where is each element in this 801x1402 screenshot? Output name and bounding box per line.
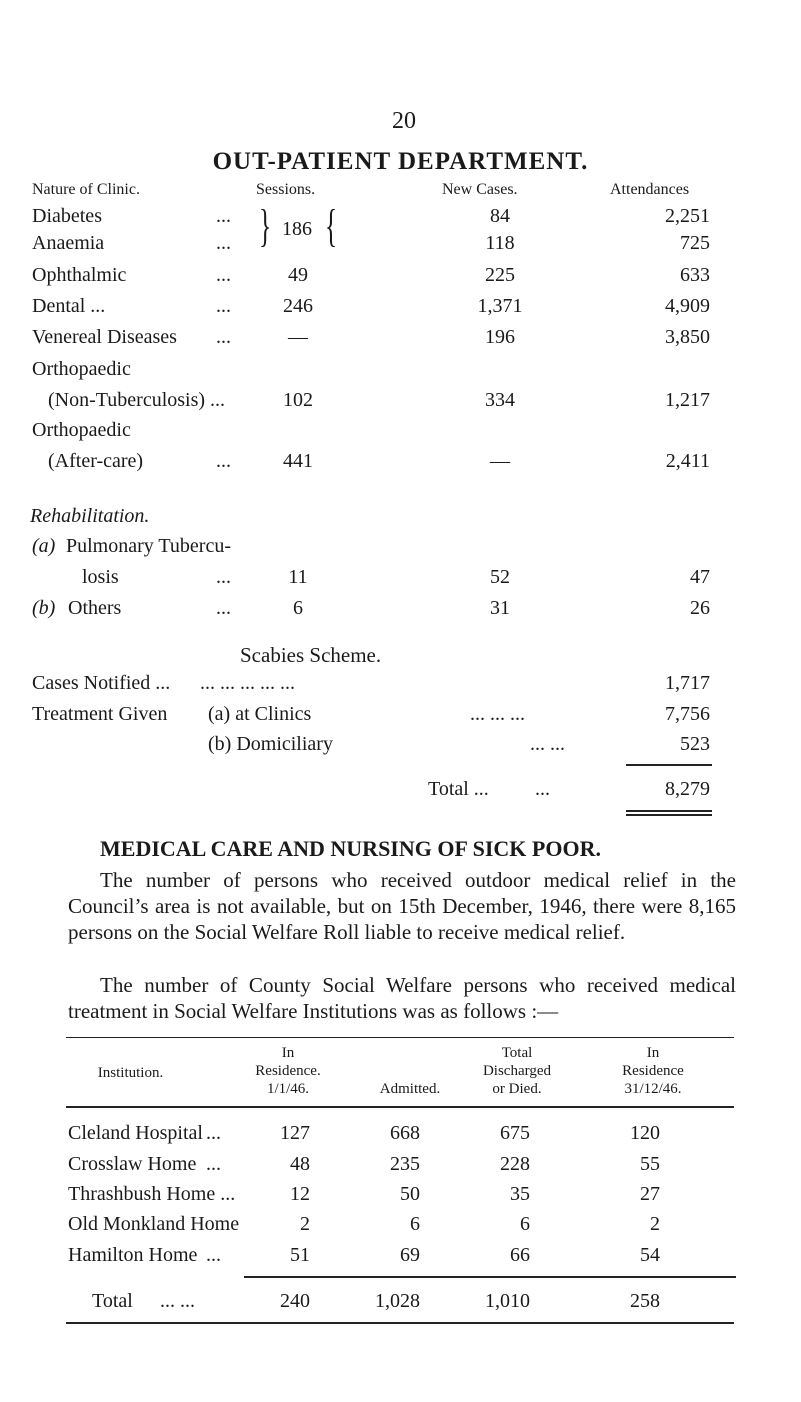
new-cases: 52 (490, 566, 510, 588)
clinic-name: Orthopaedic (32, 419, 131, 441)
th-in-res-end-1: In (646, 1045, 660, 1061)
outpatient-title: OUT-PATIENT DEPARTMENT. (212, 148, 589, 175)
left-brace-icon: { (324, 200, 338, 251)
rehab-a-name: Pulmonary Tubercu- (66, 535, 231, 557)
sessions: 6 (293, 597, 303, 619)
admitted: 235 (390, 1153, 420, 1175)
discharged: 675 (500, 1122, 530, 1144)
leader-dots: ... (216, 450, 231, 472)
double-rule (626, 814, 712, 816)
page-number: 20 (392, 108, 416, 134)
in-residence-start: 51 (290, 1244, 310, 1266)
clinic-name: Diabetes (32, 205, 102, 227)
in-residence-start: 127 (280, 1122, 310, 1144)
attendances: 2,411 (665, 450, 710, 472)
institution-name: Hamilton Home (68, 1244, 198, 1266)
in-residence-end: 120 (630, 1122, 660, 1144)
discharged: 6 (520, 1213, 530, 1235)
cases-notified-value: 1,717 (665, 672, 710, 694)
discharged: 35 (510, 1183, 530, 1205)
leader-dots: ... (216, 295, 231, 317)
sessions: 49 (288, 264, 308, 286)
clinic-name: Dental ... (32, 295, 106, 317)
leader-dots: ... (216, 326, 231, 348)
sessions: — (288, 326, 308, 348)
in-residence-start: 48 (290, 1153, 310, 1175)
in-residence-end: 54 (640, 1244, 660, 1266)
total-label: Total (92, 1290, 133, 1312)
leader-dots: ... (206, 1153, 221, 1175)
new-cases: 225 (485, 264, 515, 286)
leader-dots: ... ... (530, 733, 565, 755)
admitted: 50 (400, 1183, 420, 1205)
leader-dots: ... (216, 597, 231, 619)
leader-dots: ... ... ... (470, 703, 525, 725)
header-sessions: Sessions. (256, 181, 316, 198)
medical-paragraph-2: The number of County Social Welfare persons who received medical treatment in Social Welfare Institutions was as follows :— (68, 973, 736, 1023)
new-cases: — (490, 450, 510, 472)
discharged: 228 (500, 1153, 530, 1175)
treatment-a: (a) at Clinics (208, 703, 312, 725)
attendances: 47 (690, 566, 710, 588)
header-attendances: Attendances (610, 181, 690, 198)
total-discharged: 1,010 (485, 1290, 530, 1312)
institution-name: Old Monkland Home (68, 1213, 240, 1235)
in-residence-end: 27 (640, 1183, 660, 1205)
in-residence-start: 12 (290, 1183, 310, 1205)
clinic-name-cont: (After-care) (48, 450, 144, 472)
scabies-total-value: 8,279 (665, 778, 710, 800)
rehab-a-name-cont: losis (82, 566, 119, 588)
attendances: 725 (680, 232, 710, 254)
rehab-heading: Rehabilitation. (30, 505, 150, 527)
rehab-b-label: (b) (32, 597, 56, 619)
new-cases: 31 (490, 597, 510, 619)
sessions: 11 (288, 566, 308, 588)
sessions: 246 (283, 295, 313, 317)
table-bottom-rule (66, 1322, 734, 1324)
leader-dots: ... (216, 264, 231, 286)
medical-title: MEDICAL CARE AND NURSING OF SICK POOR. (100, 836, 601, 861)
leader-dots: ... (206, 1122, 221, 1144)
shared-sessions: 186 (282, 218, 312, 240)
treatment-b-value: 523 (680, 733, 710, 755)
leader-dots: ... (216, 566, 231, 588)
th-disc-2: Discharged (482, 1063, 552, 1079)
clinic-name: Ophthalmic (32, 264, 127, 286)
attendances: 633 (680, 264, 710, 286)
treatment-label: Treatment Given (32, 703, 168, 725)
institution-name: Cleland Hospital (68, 1122, 203, 1144)
header-nature: Nature of Clinic. (32, 181, 140, 198)
medical-paragraph-1: The number of persons who received outdoor medical relief in the Council’s area is not available, but on 15th December, 1946, there were 8,165 persons on the Social Welfare Roll liable to receive medical relief. (68, 868, 736, 944)
attendances: 3,850 (665, 326, 710, 348)
in-residence-start: 2 (300, 1213, 310, 1235)
leader-dots: ... ... ... ... ... (200, 672, 295, 694)
leader-dots: ... (206, 1244, 221, 1266)
attendances: 1,217 (665, 389, 710, 411)
new-cases: 334 (485, 389, 515, 411)
total-in-residence-start: 240 (280, 1290, 310, 1312)
attendances: 2,251 (665, 205, 710, 227)
new-cases: 84 (490, 205, 510, 227)
th-disc-3: or Died. (492, 1081, 542, 1097)
total-admitted: 1,028 (375, 1290, 420, 1312)
scabies-title: Scabies Scheme. (240, 643, 382, 667)
rehab-a-label: (a) (32, 535, 56, 557)
admitted: 6 (410, 1213, 420, 1235)
table-top-rule (66, 1037, 734, 1038)
leader-dots: ... ... (160, 1290, 195, 1312)
treatment-a-value: 7,756 (665, 703, 710, 725)
total-in-residence-end: 258 (630, 1290, 660, 1312)
leader-dots: ... (535, 778, 550, 800)
treatment-b: (b) Domiciliary (208, 733, 333, 755)
cases-notified-label: Cases Notified ... (32, 672, 171, 694)
institution-name: Thrashbush Home ... (68, 1183, 236, 1205)
clinic-name-cont: (Non-Tuberculosis) ... (48, 389, 226, 411)
th-in-res-end-3: 31/12/46. (624, 1081, 682, 1097)
total-rule (244, 1276, 736, 1278)
leader-dots: ... (216, 232, 231, 254)
th-disc-1: Total (501, 1045, 533, 1061)
institution-name: Crosslaw Home (68, 1153, 197, 1175)
right-brace-icon: } (258, 200, 272, 251)
new-cases: 118 (485, 232, 515, 254)
clinic-name: Venereal Diseases (32, 326, 177, 348)
th-in-res-2: Residence. (255, 1063, 321, 1079)
admitted: 668 (390, 1122, 420, 1144)
double-rule (626, 810, 712, 812)
leader-dots: ... (216, 205, 231, 227)
clinic-name: Orthopaedic (32, 358, 131, 380)
th-in-res-end-2: Residence (622, 1063, 684, 1079)
sessions: 102 (283, 389, 313, 411)
sessions: 441 (283, 450, 313, 472)
attendances: 26 (690, 597, 710, 619)
admitted: 69 (400, 1244, 420, 1266)
in-residence-end: 55 (640, 1153, 660, 1175)
discharged: 66 (510, 1244, 530, 1266)
header-rule (66, 1106, 734, 1108)
in-residence-end: 2 (650, 1213, 660, 1235)
new-cases: 196 (485, 326, 515, 348)
header-new-cases: New Cases. (442, 181, 518, 198)
clinic-name: Anaemia (32, 232, 105, 254)
th-in-res-1: In (281, 1045, 295, 1061)
th-in-res-3: 1/1/46. (266, 1081, 310, 1097)
attendances: 4,909 (665, 295, 710, 317)
rehab-b-name: Others (68, 597, 122, 619)
th-admitted: Admitted. (379, 1081, 441, 1097)
new-cases: 1,371 (477, 295, 523, 317)
th-institution: Institution. (97, 1065, 164, 1081)
scabies-total-label: Total ... (428, 778, 489, 800)
sum-rule (626, 764, 712, 766)
